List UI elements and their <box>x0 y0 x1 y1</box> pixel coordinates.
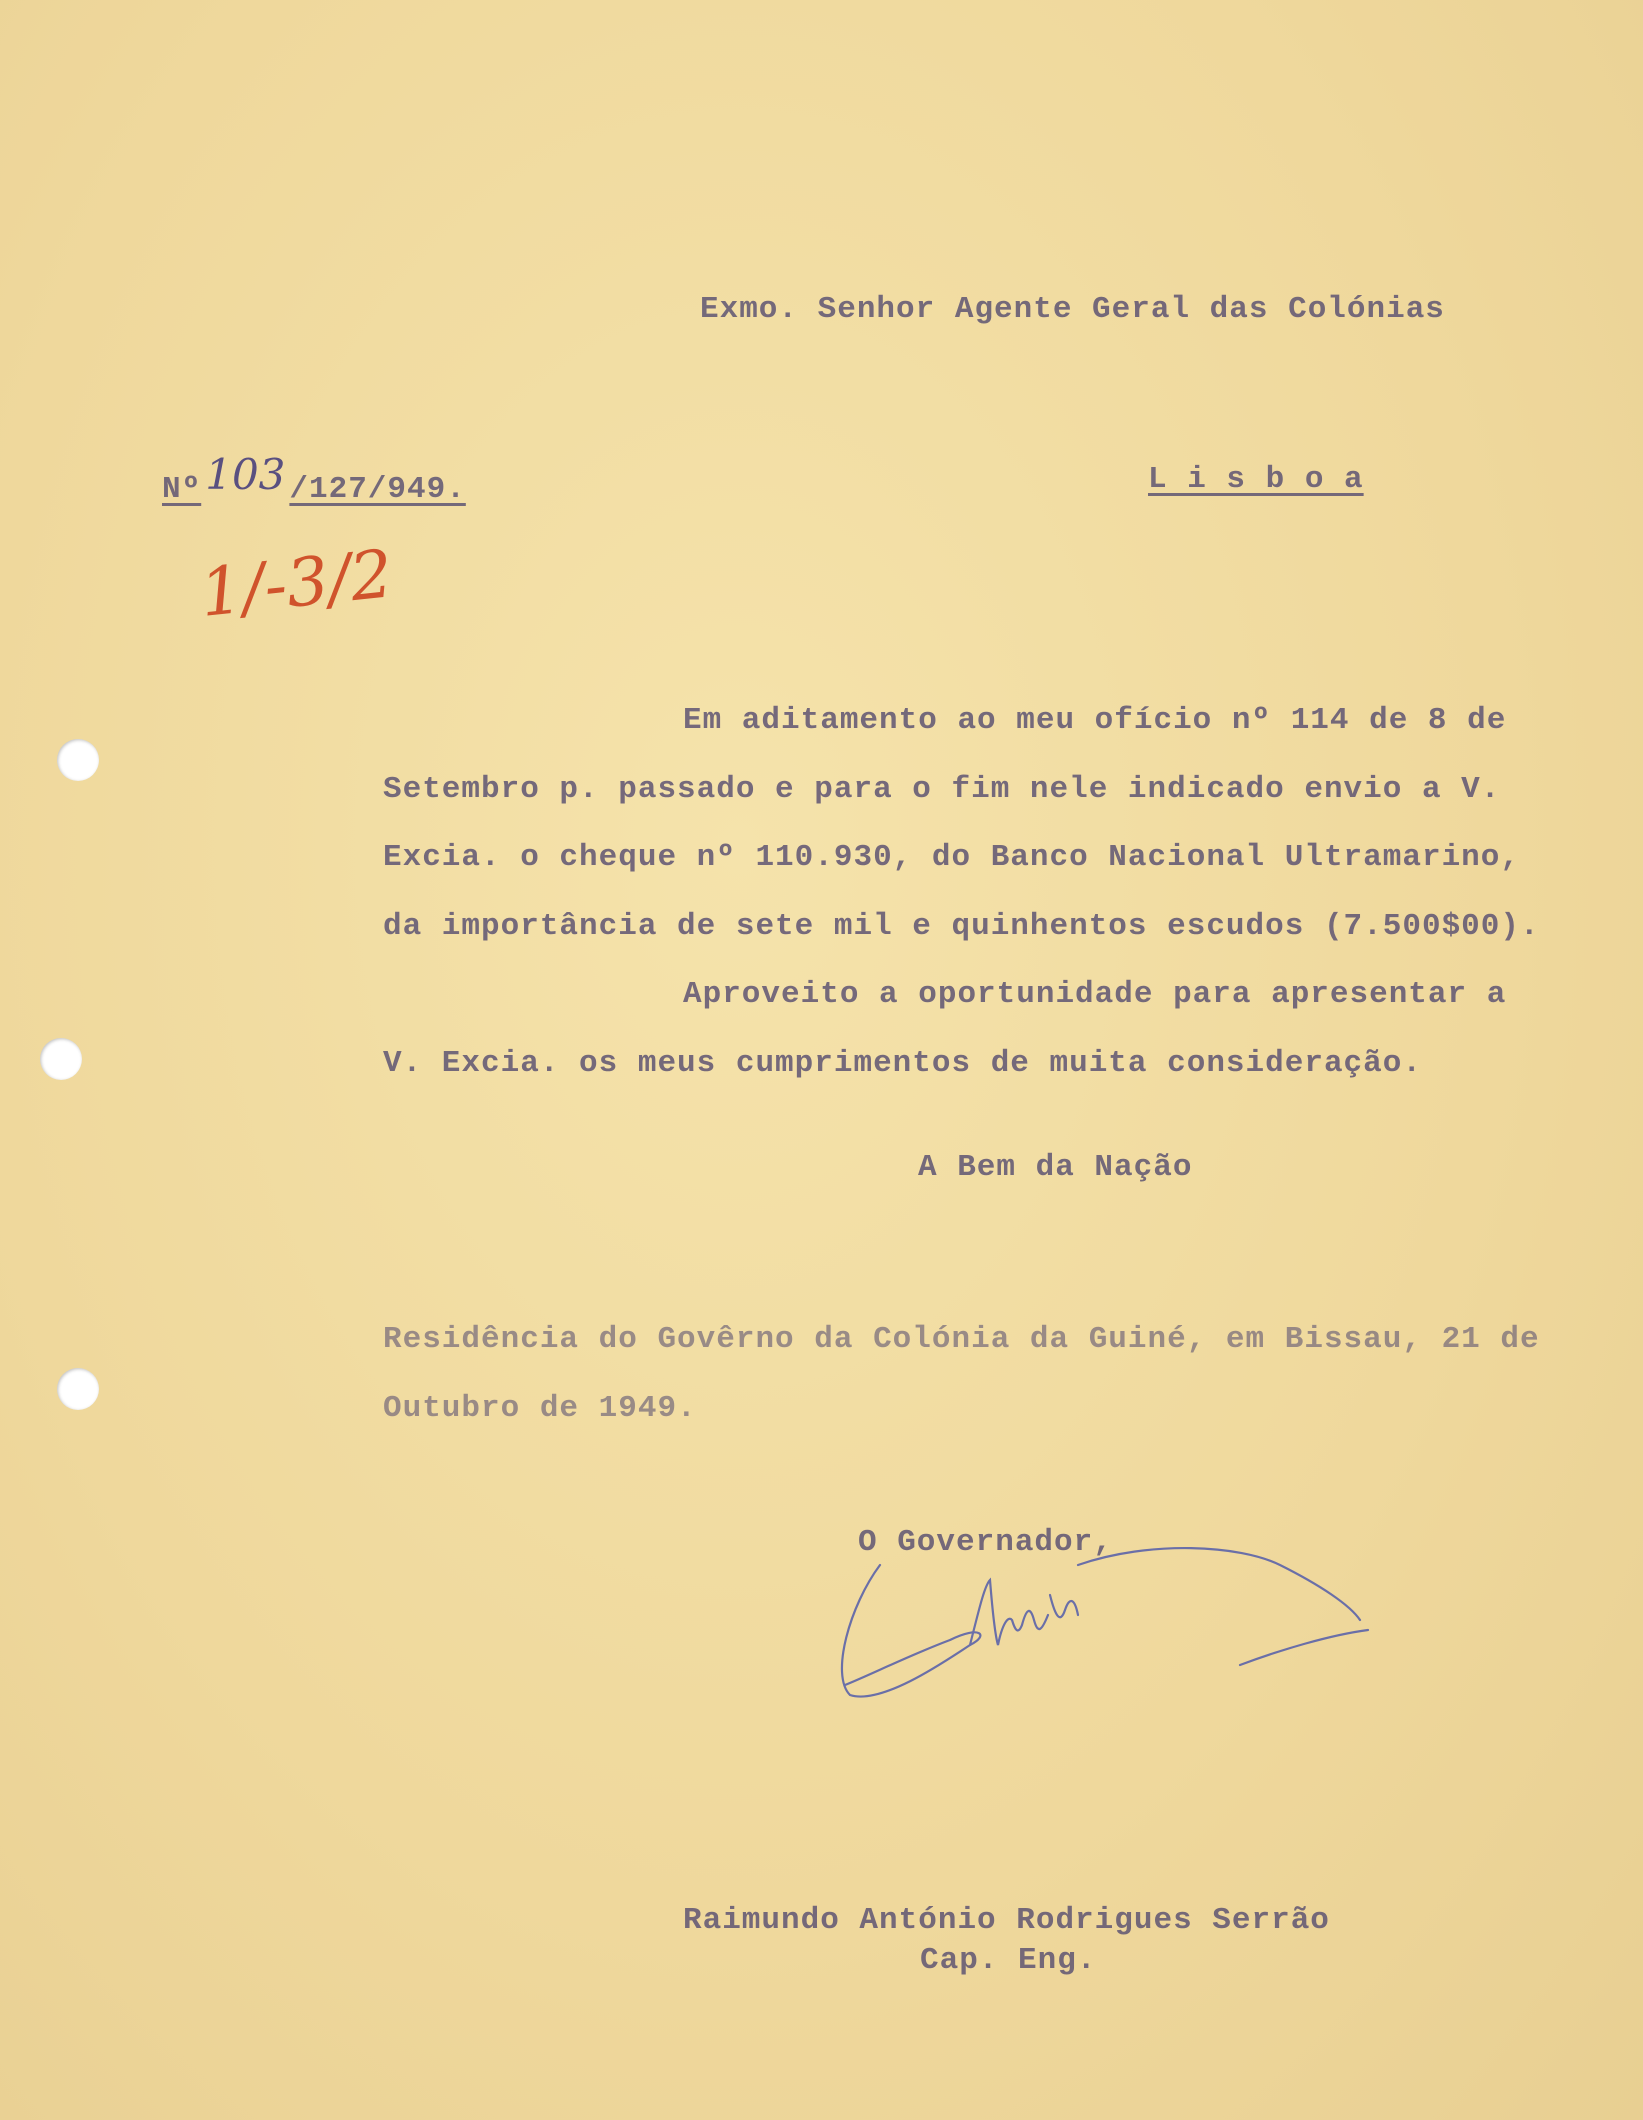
city-line: L i s b o a <box>1148 462 1364 497</box>
reference-handwritten-number: 103 <box>205 450 286 499</box>
punch-hole-bottom <box>57 1368 99 1410</box>
handwritten-signature <box>820 1525 1380 1725</box>
addressee-line: Exmo. Senhor Agente Geral das Colónias <box>700 292 1445 327</box>
signature-title: O Governador, <box>858 1525 1113 1560</box>
reference-suffix: /127/949. <box>289 472 466 507</box>
place-date-line-1: Residência do Govêrno da Colónia da Guiné, em Bissau, 21 de <box>383 1322 1540 1357</box>
place-date-line-2: Outubro de 1949. <box>383 1391 697 1426</box>
body-line-3: Excia. o cheque nº 110.930, do Banco Nacional Ultramarino, <box>383 840 1520 875</box>
reference-prefix: Nº <box>162 472 202 507</box>
body-line-4: da importância de sete mil e quinhentos escudos (7.500$00). <box>383 909 1540 944</box>
body-line-1: Em aditamento ao meu ofício nº 114 de 8 de <box>683 703 1507 738</box>
red-pencil-annotation: 1/-3/2 <box>196 535 397 632</box>
reference-number <box>162 450 466 507</box>
signatory-rank: Cap. Eng. <box>920 1943 1097 1978</box>
body-line-6: V. Excia. os meus cumprimentos de muita consideração. <box>383 1046 1422 1081</box>
signatory-name: Raimundo António Rodrigues Serrão <box>683 1903 1330 1938</box>
punch-hole-top <box>57 739 99 781</box>
body-line-5: Aproveito a oportunidade para apresentar a <box>683 977 1507 1012</box>
punch-hole-middle <box>40 1038 82 1080</box>
body-line-2: Setembro p. passado e para o fim nele indicado envio a V. <box>383 772 1501 807</box>
salutation: A Bem da Nação <box>918 1150 1193 1185</box>
